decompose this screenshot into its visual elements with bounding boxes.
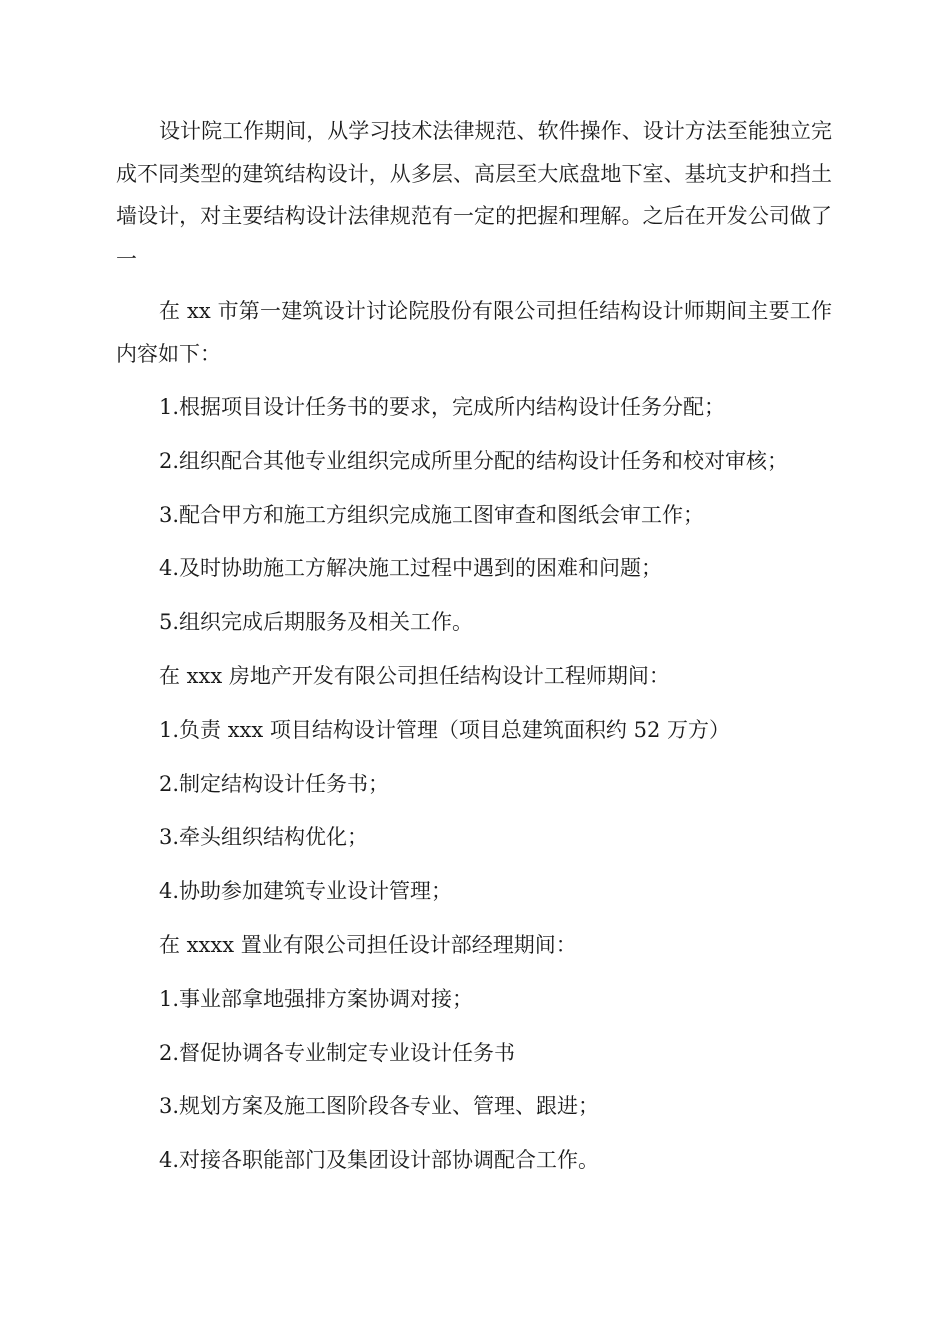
list-item: 4.对接各职能部门及集团设计部协调配合工作。 bbox=[159, 1148, 600, 1173]
list-item: 2.组织配合其他专业组织完成所里分配的结构设计任务和校对审核； bbox=[159, 448, 789, 473]
list-item: 4.及时协助施工方解决施工过程中遇到的困难和问题； bbox=[159, 556, 663, 581]
section-heading-design-institute: 在 xx 市第一建筑设计讨论院股份有限公司担任结构设计师期间主要工作内容如下： bbox=[116, 299, 832, 366]
section-heading-real-estate: 在 xxx 房地产开发有限公司担任结构设计工程师期间： bbox=[159, 663, 670, 688]
list-item: 1.负责 xxx 项目结构设计管理（项目总建筑面积约 52 万方） bbox=[159, 717, 730, 742]
list-item: 1.根据项目设计任务书的要求，完成所内结构设计任务分配； bbox=[159, 395, 726, 419]
list-item: 3.配合甲方和施工方组织完成施工图审查和图纸会审工作； bbox=[159, 502, 705, 527]
list-item: 4.协助参加建筑专业设计管理； bbox=[159, 879, 453, 904]
list-item: 3.牵头组织结构优化； bbox=[159, 825, 369, 850]
document-body bbox=[116, 110, 832, 1193]
list-item: 3.规划方案及施工图阶段各专业、管理、跟进； bbox=[159, 1094, 600, 1119]
intro-paragraph: 设计院工作期间，从学习技术法律规范、软件操作、设计方法至能独立完成不同类型的建筑结构设计，从多层、高层至大底盘地下室、基坑支护和挡土墙设计，对主要结构设计法律规范有一定的把握和理解。之后在开发公司做了一 bbox=[116, 119, 832, 271]
section-heading-property: 在 xxxx 置业有限公司担任设计部经理期间： bbox=[159, 932, 577, 957]
list-item: 2.制定结构设计任务书； bbox=[159, 771, 390, 796]
list-item: 2.督促协调各专业制定专业设计任务书 bbox=[159, 1040, 516, 1065]
list-item: 1.事业部拿地强排方案协调对接； bbox=[159, 986, 474, 1011]
list-item: 5.组织完成后期服务及相关工作。 bbox=[159, 610, 474, 635]
